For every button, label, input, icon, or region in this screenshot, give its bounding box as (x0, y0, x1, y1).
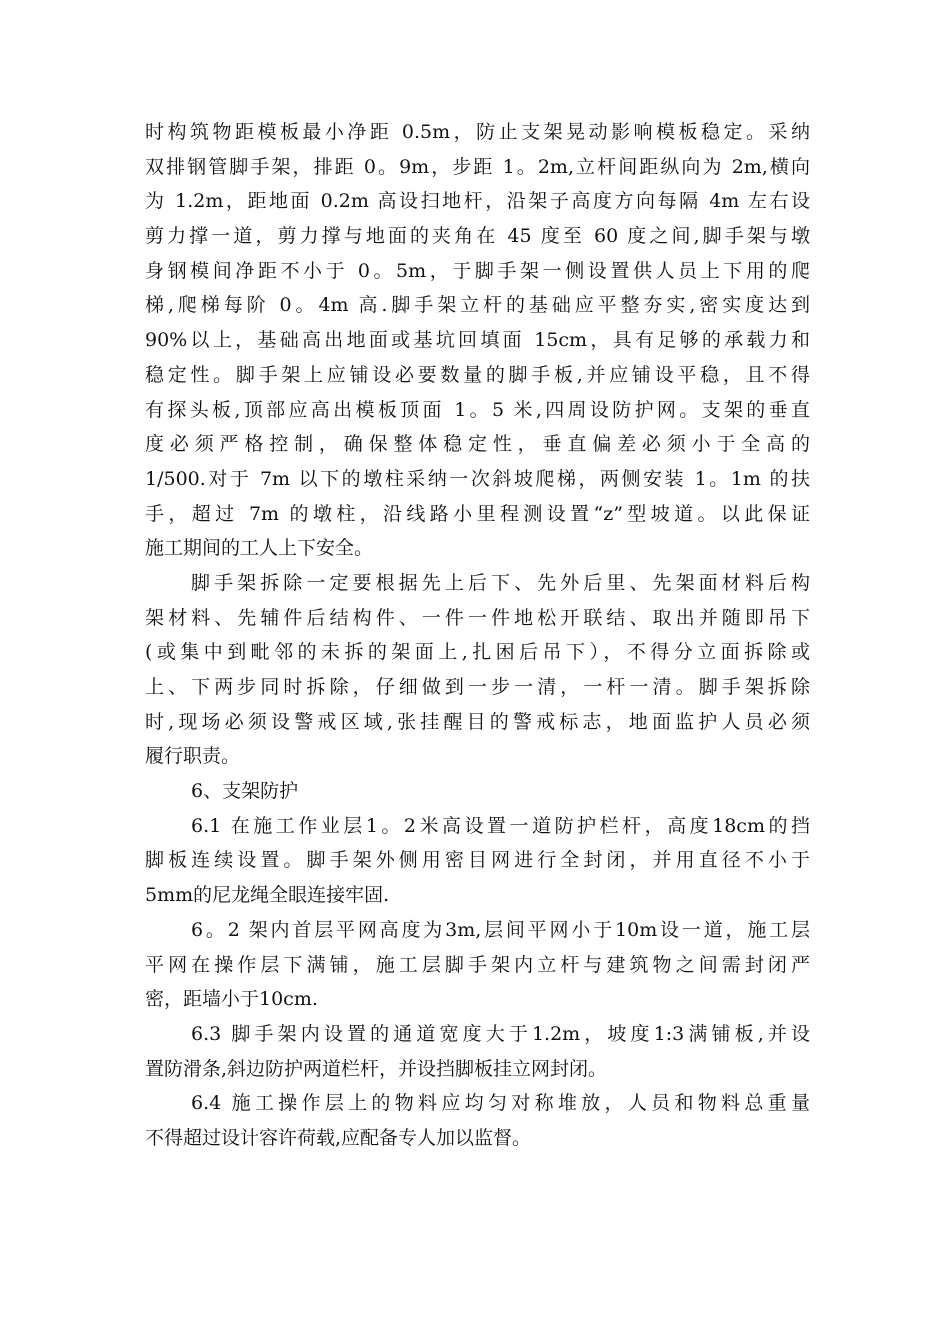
paragraph-line: 时构筑物距模板最小净距 0.5m，防止支架晃动影响模板稳定。采纳 (145, 121, 810, 143)
paragraph-line: 平网在操作层下满铺，施工层脚手架内立杆与建筑物之间需封闭严 (145, 953, 810, 976)
paragraph-line: 不得超过设计容许荷载,应配备专人加以监督。 (145, 1126, 532, 1149)
paragraph-line: 置防滑条,斜边防护两道栏杆，并设挡脚板挂立网封闭。 (145, 1057, 608, 1080)
paragraph-line: 手，超过 7m 的墩柱，沿线路小里程测设置“z”型坡道。以此保证 (145, 502, 810, 525)
paragraph-line: 为 1.2m，距地面 0.2m 高设扫地杆，沿架子高度方向每隔 4m 左右设 (145, 190, 810, 213)
paragraph-line: 6.1 在施工作业层1。2米高设置一道防护栏杆，高度18cm的挡 (191, 814, 810, 837)
paragraph-line: 90%以上，基础高出地面或基坑回填面 15cm，具有足够的承载力和 (145, 329, 810, 352)
paragraph-line: 时,现场必须设警戒区域,张挂醒目的警戒标志，地面监护人员必须 (145, 710, 810, 733)
paragraph-line: 6.4 施工操作层上的物料应均匀对称堆放，人员和物料总重量 (191, 1092, 810, 1115)
paragraph-line: 1/500.对于 7m 以下的墩柱采纳一次斜坡爬梯，两侧安装 1。1m 的扶 (145, 467, 810, 490)
paragraph-line: 度必须严格控制，确保整体稳定性，垂直偏差必须小于全高的 (145, 433, 810, 456)
paragraph-line: 有探头板,顶部应高出模板顶面 1。5 米,四周设防护网。支架的垂直 (145, 398, 810, 421)
paragraph-line: 稳定性。脚手架上应铺设必要数量的脚手板,并应铺设平稳，且不得 (145, 363, 810, 386)
paragraph-line: 身钢模间净距不小于 0。5m，于脚手架一侧设置供人员上下用的爬 (145, 259, 810, 282)
paragraph-line: 脚手架拆除一定要根据先上后下、先外后里、先架面材料后构 (191, 571, 810, 594)
paragraph-line: 6.3 脚手架内设置的通道宽度大于1.2m，坡度1:3满铺板,并设 (191, 1022, 810, 1045)
paragraph-line: 架材料、先辅件后结构件、一件一件地松开联结、取出并随即吊下 (145, 606, 810, 629)
paragraph-line: 6。2 架内首层平网高度为3m,层间平网小于10m设一道，施工层 (191, 918, 810, 941)
paragraph-line: 脚板连续设置。脚手架外侧用密目网进行全封闭，并用直径不小于 (145, 849, 810, 872)
paragraph-line: 施工期间的工人上下安全。 (145, 537, 374, 560)
paragraph-line: 上、下两步同时拆除，仔细做到一步一清，一杆一清。脚手架拆除 (145, 676, 810, 698)
paragraph-line: 剪力撑一道，剪力撑与地面的夹角在 45 度至 60 度之间,脚手架与墩 (145, 225, 810, 248)
paragraph-line: (或集中到毗邻的未拆的架面上,扎困后吊下），不得分立面拆除或 (145, 641, 810, 664)
paragraph-line: 双排钢管脚手架，排距 0。9m，步距 1。2m,立杆间距纵向为 2m,横向 (145, 155, 810, 178)
paragraph-line: 密，距墙小于10cm. (145, 988, 318, 1011)
paragraph-line: 履行职责。 (145, 745, 241, 768)
paragraph-line: 梯,爬梯每阶 0。4m 高.脚手架立杆的基础应平整夯实,密实度达到 (145, 294, 810, 317)
document-body (145, 115, 810, 1156)
section-heading: 6、支架防护 (191, 780, 299, 803)
paragraph-line: 5mm的尼龙绳全眼连接牢固. (145, 884, 390, 907)
